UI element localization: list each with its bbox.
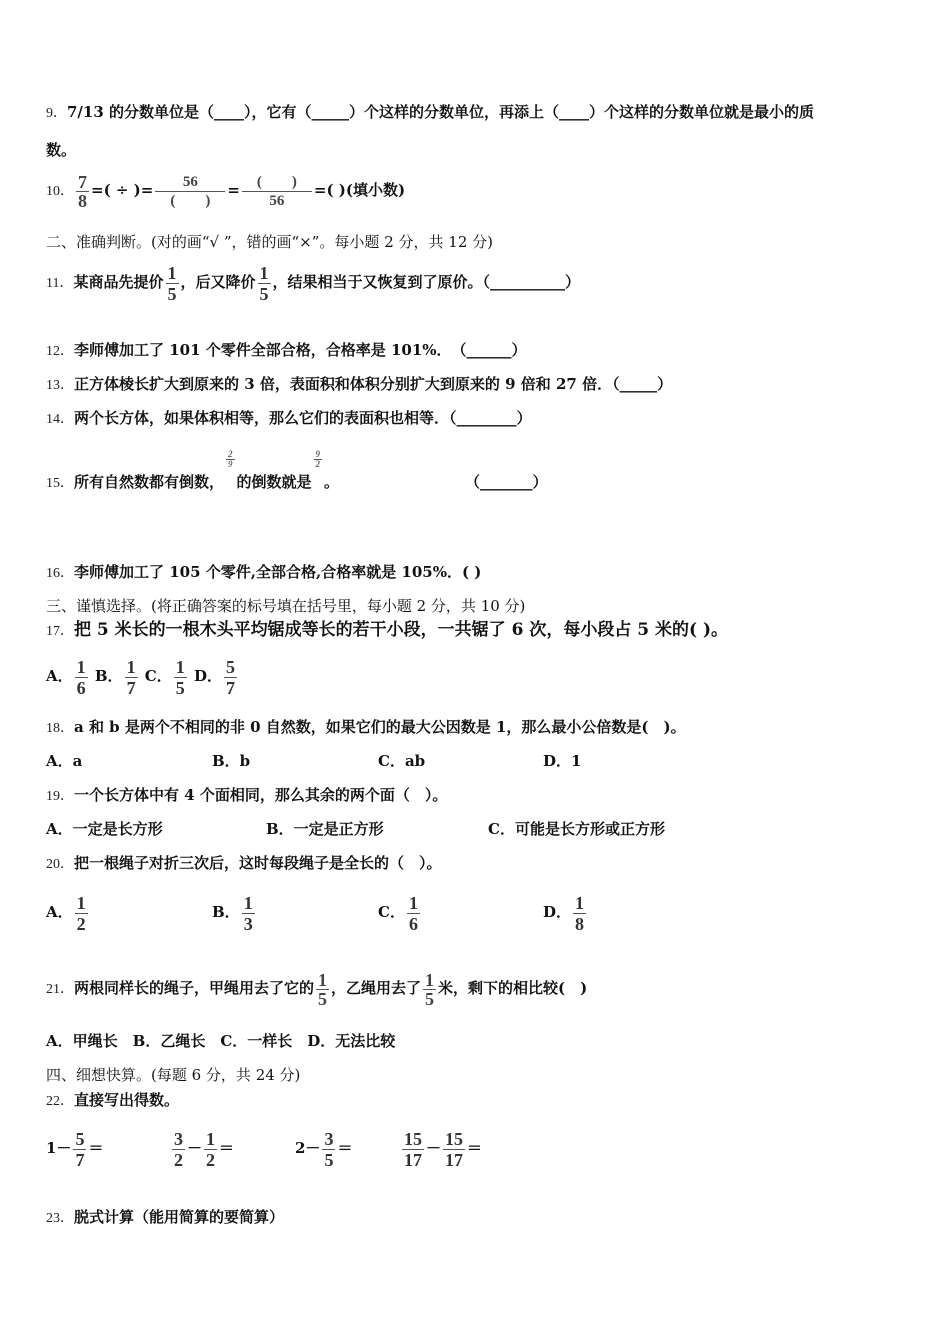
question-9: 9．7/13 的分数单位是（____），它有（_____）个这样的分数单位，再添上（____）个这样的分数单位就是最小的质: [46, 103, 815, 121]
fraction: $\frac{1}{7}$: [126, 656, 136, 698]
fraction: $\frac{1}{5}$: [425, 969, 435, 1009]
question-18: 18．a 和 b 是两个不相同的非 0 自然数，如果它们的最大公因数是 1，那么最小公倍数是( )。: [46, 718, 686, 736]
section-2-heading: 二、准确判断。(对的画“√ ”，错的画“×”。每小题 2 分，共 12 分): [46, 233, 493, 251]
question-11: 11．某商品先提价 $\frac{1}{5}$ ，后又降价 $\frac{1}{5}$ ，结果相当于又恢复到了原价。（__________）: [46, 262, 581, 304]
option-d: D． $\frac{1}{8}$: [543, 892, 585, 934]
question-16: 16．李师傅加工了 105 个零件,全部合格,合格率就是 105%．( ): [46, 563, 482, 581]
option-b: B． $\frac{1}{3}$: [212, 892, 253, 934]
question-21: 21．两根同样长的绳子，甲绳用去了它的 $\frac{1}{5}$ ，乙绳用去了 $\frac{1}{5}$ 米，剩下的相比较( ): [46, 969, 588, 1009]
fraction: $\frac{56}{( )}$: [155, 173, 225, 210]
expression-4: $\frac{15}{17}$ － $\frac{15}{17}$ ＝: [404, 1128, 483, 1170]
option-a: A．一定是长方形: [46, 820, 163, 838]
option-a: A．a: [46, 752, 83, 770]
fraction: $\frac{1}{5}$: [259, 262, 269, 304]
fraction: $\frac{1}{8}$: [575, 892, 585, 934]
fraction: $\frac{1}{2}$: [76, 892, 86, 934]
fraction: $\frac{3}{2}$: [174, 1128, 183, 1170]
option-b: B．一定是正方形: [266, 820, 384, 838]
fraction: $\frac{2}{9}$: [228, 449, 233, 469]
question-23: 23．脱式计算（能用简算的要简算）: [46, 1208, 285, 1226]
fraction: $\frac{1}{5}$: [167, 262, 177, 304]
fraction: $\frac{3}{5}$: [324, 1128, 334, 1170]
fraction: $\frac{( )}{56}$: [242, 173, 312, 210]
expression-2: $\frac{3}{2}$ － $\frac{1}{2}$ ＝: [174, 1128, 235, 1170]
expression-1: 1－ $\frac{5}{7}$ ＝: [46, 1128, 104, 1170]
fraction: $\frac{9}{2}$: [315, 449, 321, 469]
option-c: C．可能是长方形或正方形: [488, 820, 665, 838]
option-b: B．b: [212, 752, 251, 770]
option-c: C． $\frac{1}{6}$: [378, 892, 418, 934]
question-22: 22．直接写出得数。: [46, 1091, 180, 1109]
question-14: 14．两个长方体，如果体积相等，那么它们的表面积也相等．（________）: [46, 409, 532, 427]
question-17: 17．把 5 米长的一根木头平均锯成等长的若干小段，一共锯了 6 次，每小段占 5 米的( )。: [46, 620, 729, 640]
option-a: A． $\frac{1}{6}$: [46, 656, 86, 698]
question-9-text: 7/13 的分数单位是（____），它有（_____）个这样的分数单位，再添上（____）个这样的分数单位就是最小的质: [67, 103, 815, 121]
question-15: 15．所有自然数都有倒数， $\frac{2}{9}$ 的倒数就是 $\frac{9}{2}$ 。 （_______）: [46, 449, 548, 491]
question-20: 20．把一根绳子对折三次后，这时每段绳子是全长的（ ）。: [46, 854, 442, 872]
fraction: $\frac{1}{6}$: [76, 656, 86, 698]
fraction: $\frac{5}{7}$: [75, 1128, 85, 1170]
fraction: $\frac{1}{3}$: [243, 892, 253, 934]
question-10: 10． $\frac{7}{8}$ =( ÷ )= $\frac{56}{( )}$ = $\frac{( )}{56}$ =( )(填小数): [46, 171, 406, 211]
option-c: C． $\frac{1}{5}$: [144, 656, 185, 698]
question-9-cont: 数。: [46, 141, 77, 159]
question-17-options: [46, 652, 239, 700]
fraction: $\frac{1}{5}$: [318, 969, 328, 1009]
section-3-heading: 三、谨慎选择。(将正确答案的标号填在括号里，每小题 2 分，共 10 分): [46, 597, 526, 615]
question-13: 13．正方体棱长扩大到原来的 3 倍，表面积和体积分别扩大到原来的 9 倍和 27 倍．（_____）: [46, 375, 673, 393]
fraction: $\frac{1}{6}$: [408, 892, 418, 934]
section-4-heading: 四、细想快算。(每题 6 分，共 24 分): [46, 1066, 301, 1084]
option-a: A． $\frac{1}{2}$: [46, 892, 86, 934]
fraction: $\frac{7}{8}$: [78, 171, 87, 211]
option-d: D． $\frac{5}{7}$: [193, 656, 235, 698]
fraction: $\frac{5}{7}$: [226, 656, 235, 698]
option-c: C．ab: [378, 752, 426, 770]
fraction: $\frac{15}{17}$: [404, 1128, 422, 1170]
fraction: $\frac{1}{2}$: [206, 1128, 216, 1170]
fraction: $\frac{1}{5}$: [175, 656, 185, 698]
option-b: B． $\frac{1}{7}$: [94, 656, 136, 698]
fraction: $\frac{15}{17}$: [445, 1128, 464, 1170]
option-d: D．1: [543, 752, 582, 770]
expression-3: 2－ $\frac{3}{5}$ ＝: [295, 1128, 353, 1170]
question-19: 19．一个长方体中有 4 个面相同，那么其余的两个面（ ）。: [46, 786, 448, 804]
question-21-options: A．甲绳长 B．乙绳长 C．一样长 D．无法比较: [46, 1032, 396, 1050]
question-12: 12．李师傅加工了 101 个零件全部合格，合格率是 101%． （______）: [46, 341, 527, 359]
